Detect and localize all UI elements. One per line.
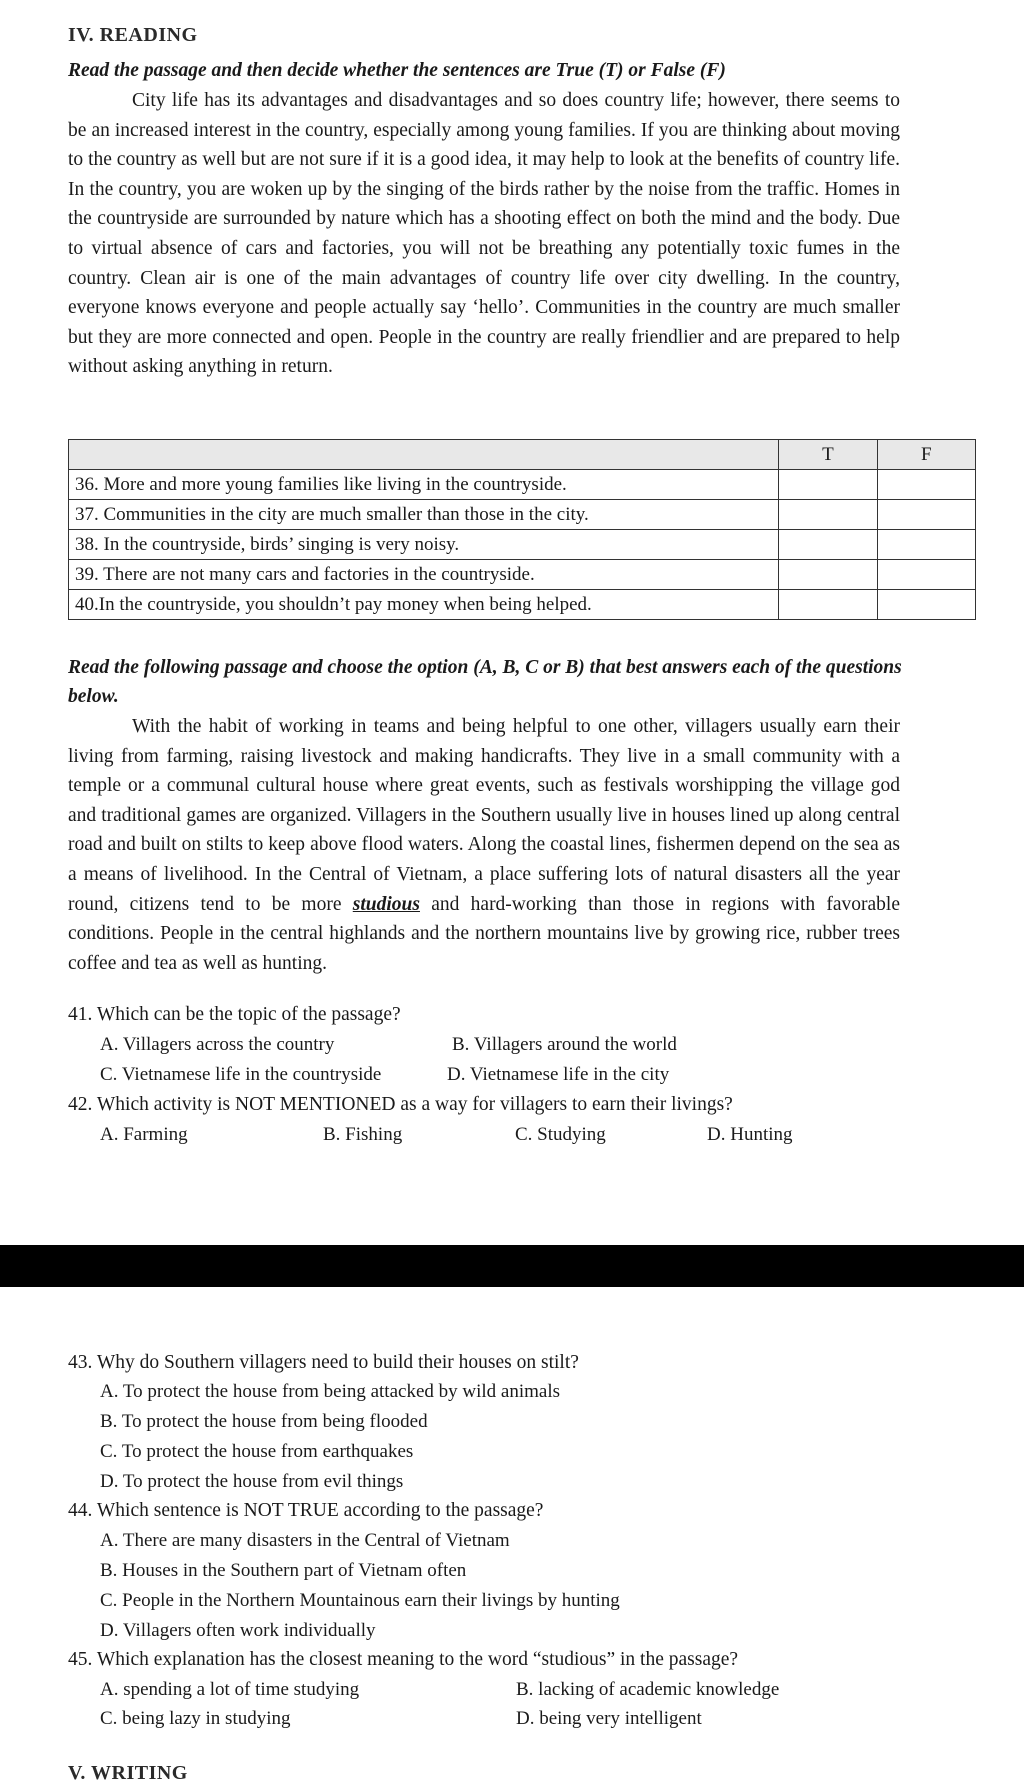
header-blank-cell — [69, 440, 779, 470]
answer-f-40[interactable] — [877, 590, 975, 620]
statement-39: 39. There are not many cars and factories in the countryside. — [69, 560, 779, 590]
passage-text-before: With the habit of working in teams and being helpful to one other, villagers usually earn their living from farming, raising livestock and making handicrafts. They live in a small community with a temple or a communal cultural house where great events, such as festivals worshipping the village god and traditional games are organized. Villagers in the Southern usually live in houses lined up along central road and built on stilts to keep above flood waters. Along the coastal lines, fishermen depend on the sea as a means of livelihood. In the Central of Vietnam, a place suffering lots of natural disasters all the year round, citizens tend to be more — [68, 716, 900, 915]
answer-t-39[interactable] — [779, 560, 877, 590]
answer-f-36[interactable] — [877, 470, 975, 500]
passage-country-life: City life has its advantages and disadvantages and so does country life; however, there seems to be an increased interest in the country, especially among young families. If you are thinking about moving to the country as well but are not sure if it is a good idea, it may help to look at the benefits of country life. In the country, you are woken up by the singing of the birds rather by the noise from the traffic. Homes in the countryside are surrounded by nature which has a shooting effect on both the mind and the body. Due to virtual absence of cars and factories, you will not be breathing any potentially toxic fumes in the country. Clean air is one of the main advantages of country life over city dwelling. In the country, everyone knows everyone and people actually say ‘hello’. Communities in the country are much smaller but they are more connected and open. People in the country are really friendlier and are prepared to help without asking anything in return. — [68, 90, 900, 378]
option-45d[interactable]: D. being very intelligent — [516, 1708, 702, 1729]
question-45: 45. Which explanation has the closest meaning to the word “studious” in the passage? — [68, 1649, 739, 1670]
statement-40: 40.In the countryside, you shouldn’t pay money when being helped. — [69, 590, 779, 620]
true-false-table — [68, 439, 976, 620]
option-42c[interactable]: C. Studying — [515, 1124, 606, 1145]
option-41a[interactable]: A. Villagers across the country — [100, 1034, 335, 1055]
question-42: 42. Which activity is NOT MENTIONED as a way for villagers to earn their livings? — [68, 1094, 733, 1115]
table-header-row — [69, 440, 976, 470]
statement-36: 36. More and more young families like living in the countryside. — [69, 470, 779, 500]
option-45a[interactable]: A. spending a lot of time studying — [100, 1679, 360, 1700]
table-row — [69, 590, 976, 620]
option-43c[interactable]: C. To protect the house from earthquakes — [100, 1441, 414, 1462]
table-row — [69, 500, 976, 530]
tf-instruction: Read the passage and then decide whether the sentences are True (T) or False (F) — [68, 60, 726, 81]
redaction-bar — [0, 1245, 1024, 1287]
option-41c[interactable]: C. Vietnamese life in the countryside — [100, 1064, 382, 1085]
option-42b[interactable]: B. Fishing — [323, 1124, 403, 1145]
option-41d[interactable]: D. Vietnamese life in the city — [447, 1064, 670, 1085]
statement-37: 37. Communities in the city are much smaller than those in the city. — [69, 500, 779, 530]
option-45c[interactable]: C. being lazy in studying — [100, 1708, 291, 1729]
statement-38: 38. In the countryside, birds’ singing is very noisy. — [69, 530, 779, 560]
option-44d[interactable]: D. Villagers often work individually — [100, 1620, 376, 1641]
option-43b[interactable]: B. To protect the house from being flooded — [100, 1411, 428, 1432]
option-45b[interactable]: B. lacking of academic knowledge — [516, 1679, 780, 1700]
answer-f-38[interactable] — [877, 530, 975, 560]
answer-f-39[interactable] — [877, 560, 975, 590]
passage-text-after: and hard-working than those in regions with favorable conditions. People in the central highlands and the northern mountains live by growing rice, rubber trees coffee and tea as well as hunting. — [68, 893, 901, 974]
table-row — [69, 530, 976, 560]
answer-t-37[interactable] — [779, 500, 877, 530]
answer-f-37[interactable] — [877, 500, 975, 530]
answer-t-36[interactable] — [779, 470, 877, 500]
header-f: F — [877, 440, 975, 470]
table-row — [69, 470, 976, 500]
option-44a[interactable]: A. There are many disasters in the Central of Vietnam — [100, 1530, 510, 1551]
option-41b[interactable]: B. Villagers around the world — [452, 1034, 677, 1055]
option-42d[interactable]: D. Hunting — [707, 1124, 793, 1145]
option-42a[interactable]: A. Farming — [100, 1124, 188, 1145]
option-43d[interactable]: D. To protect the house from evil things — [100, 1471, 404, 1492]
question-41: 41. Which can be the topic of the passage? — [68, 1004, 401, 1025]
keyword-studious: studious — [352, 893, 420, 915]
section-writing-title: V. WRITING — [68, 1762, 188, 1784]
passage-villagers — [68, 712, 900, 978]
option-44b[interactable]: B. Houses in the Southern part of Vietnam often — [100, 1560, 467, 1581]
option-43a[interactable]: A. To protect the house from being attacked by wild animals — [100, 1381, 561, 1402]
question-43: 43. Why do Southern villagers need to build their houses on stilt? — [68, 1352, 579, 1373]
mc-instruction: Read the following passage and choose the option (A, B, C or B) that best answers each of the questions below. — [68, 657, 902, 707]
question-44: 44. Which sentence is NOT TRUE according to the passage? — [68, 1500, 544, 1521]
answer-t-38[interactable] — [779, 530, 877, 560]
header-t: T — [779, 440, 877, 470]
option-44c[interactable]: C. People in the Northern Mountainous earn their livings by hunting — [100, 1590, 620, 1611]
answer-t-40[interactable] — [779, 590, 877, 620]
table-row — [69, 560, 976, 590]
section-reading-title: IV. READING — [68, 24, 198, 46]
